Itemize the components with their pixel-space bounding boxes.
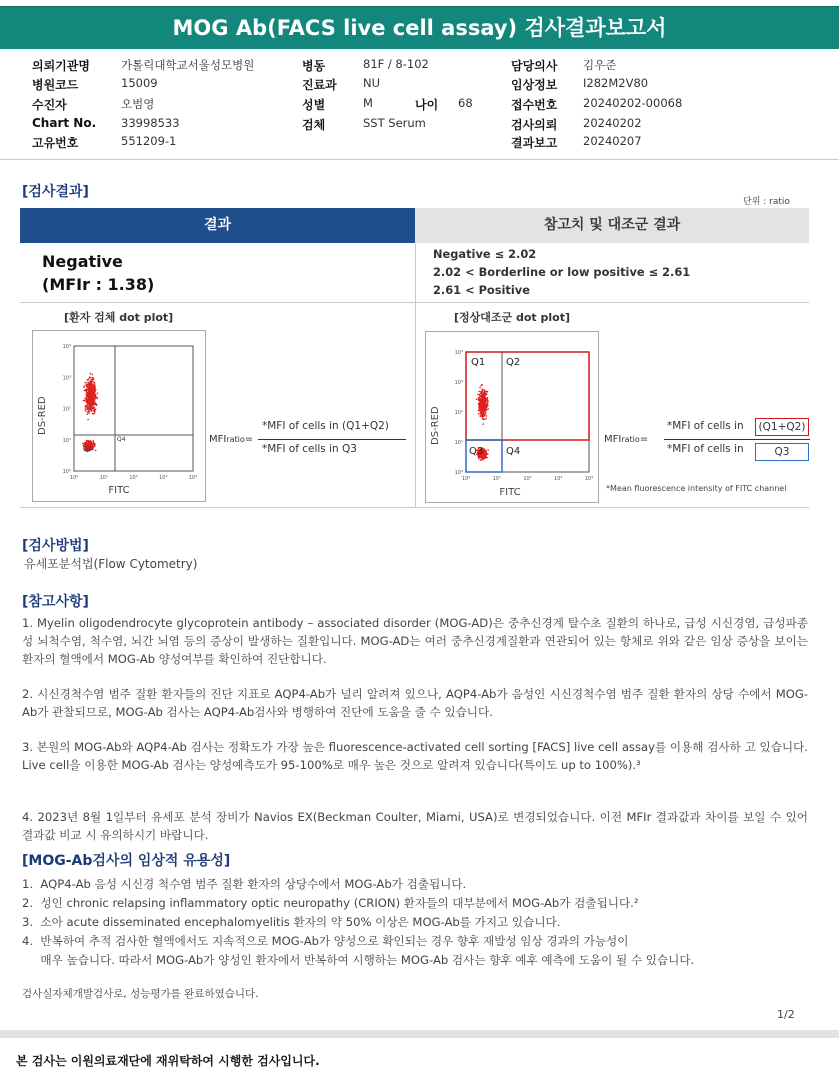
clinical-item-4: 4. 반복하여 추적 검사한 혈액에서도 지속적으로 MOG-Ab가 양성으로 확인되는 경우 향후 재발성 임상 경과의 가능성이 — [22, 934, 629, 948]
patient-dot — [87, 400, 89, 402]
control-dot — [485, 456, 487, 458]
control-dot — [484, 390, 486, 392]
control-dot — [482, 410, 484, 412]
patient-dot — [93, 393, 95, 395]
value-unique-no: 551209-1 — [121, 134, 177, 148]
control-dot — [478, 391, 480, 393]
label-physician: 담당의사 — [511, 59, 558, 73]
control-dot — [479, 415, 481, 417]
patient-dot — [96, 405, 98, 407]
patient-dot — [95, 450, 97, 452]
patient-dot — [88, 392, 90, 394]
patient-dot — [84, 444, 86, 446]
page-number: 1/2 — [777, 1008, 795, 1021]
patient-denominator: *MFI of cells in Q3 — [262, 443, 357, 455]
fitc-footnote: *Mean fluorescence intensity of FITC channel — [606, 484, 787, 493]
control-dot — [485, 408, 487, 410]
patient-y-tick-label: 10⁴ — [62, 344, 71, 350]
control-y-tick-label: 10³ — [454, 380, 463, 386]
control-mfi-sub: ratio — [621, 435, 640, 444]
note-paragraph-3: 3. 본원의 MOG-Ab와 AQP4-Ab 검사는 정확도가 가장 높은 fluorescence-activated cell sorting [FACS] live cell assay를 이용해 검사하 고 있습니다. Live cell을 이용한 MOG-Ab 검사는 양성예측도가 95-100%로 매우 높은 것으로 알려져 있습니다(특이도 up to 100%).³ — [22, 740, 808, 772]
control-dot — [487, 408, 489, 410]
patient-dot — [88, 412, 90, 414]
label-specimen: 검체 — [302, 118, 326, 132]
patient-dot — [87, 386, 89, 388]
patient-dot — [86, 405, 88, 407]
patient-dot — [88, 389, 90, 391]
control-mfi-eq: = — [639, 434, 649, 445]
patient-dot-plot — [32, 330, 206, 502]
control-denominator-prefix: *MFI of cells in — [667, 443, 744, 455]
patient-dot — [92, 409, 94, 411]
patient-mfi-eq: = — [244, 434, 254, 445]
header-info — [0, 0, 839, 160]
patient-y-tick-label: 10⁰ — [62, 469, 71, 475]
patient-dot — [93, 391, 95, 393]
reference-column-header: 참고치 및 대조군 결과 — [415, 208, 809, 243]
control-dot — [478, 413, 480, 415]
patient-x-tick-label: 10³ — [159, 475, 168, 481]
control-dot — [486, 415, 488, 417]
label-chart-no: Chart No. — [32, 116, 97, 130]
control-dot — [487, 453, 489, 455]
patient-dots — [82, 373, 98, 452]
patient-dot — [84, 382, 86, 384]
patient-dot — [89, 404, 91, 406]
patient-x-ticks — [70, 475, 197, 481]
patient-dot — [95, 408, 97, 410]
control-dot — [483, 408, 485, 410]
patient-x-tick-label: 10⁰ — [69, 475, 79, 481]
header-divider — [0, 159, 839, 160]
control-x-ticks — [462, 476, 593, 482]
patient-dot — [94, 383, 96, 385]
patient-dot — [92, 389, 94, 391]
patient-mfi-label — [209, 434, 253, 445]
report-title: MOG Ab(FACS live cell assay) 검사결과보고서 — [0, 6, 839, 49]
control-dot — [485, 418, 487, 420]
patient-dot — [94, 387, 96, 389]
control-dot — [478, 403, 480, 405]
note-paragraph-1: 1. Myelin oligodendrocyte glycoprotein antibody – associated disorder (MOG-AD)은 중추신경계 탈수초 질환의 하나로, 급성 시신경염, 급성파종성 뇌척수염, 척수염, 뇌간 뇌염 등의 증상이 발생하는 질환입니다. MOG-AD는 여러 중추신경계질환과 연관되어 있는 항체로 위와 같은 임상 증상을 보이는 환자의 혈액에서 MOG-Ab 양성여부를 확인하여 진단합니다. — [22, 616, 808, 666]
patient-dot — [84, 400, 86, 402]
patient-dot — [86, 413, 88, 415]
label-department: 진료과 — [302, 78, 337, 92]
patient-dot — [97, 393, 99, 395]
patient-dot — [82, 443, 84, 445]
control-dot — [483, 452, 485, 454]
control-dot — [487, 401, 489, 403]
footer-band — [0, 1030, 839, 1038]
patient-dot — [91, 388, 93, 390]
patient-q4-label: Q4 — [117, 436, 126, 443]
label-sex: 성별 — [302, 98, 326, 112]
control-dot — [487, 400, 489, 402]
control-dot — [482, 415, 484, 417]
label-age: 나이 — [415, 98, 439, 112]
control-dot-plot — [425, 331, 599, 503]
results-section-title: [검사결과] — [22, 184, 89, 200]
control-plot-svg — [426, 332, 598, 502]
patient-dot — [94, 446, 96, 448]
note-paragraph-4: 4. 2023년 8월 1일부터 유세포 분석 장비가 Navios EX(Beckman Coulter, Miami, USA)로 변경되었습니다. 이전 MFIr 결과값과 차이를 보일 수 있어 결과값 비교 시 유의하시기 바랍니다. — [22, 810, 808, 842]
control-dot — [487, 391, 489, 393]
patient-y-tick-label: 10³ — [62, 375, 71, 382]
patient-fraction-bar — [258, 439, 406, 440]
result-value: Negative — [42, 252, 123, 271]
patient-dot — [87, 385, 89, 387]
patient-dot — [90, 373, 92, 375]
patient-dot — [87, 411, 89, 413]
label-unique-no: 고유번호 — [32, 136, 79, 150]
patient-y-tick-label: 10² — [62, 406, 71, 413]
value-receipt-no: 20240202-00068 — [583, 96, 683, 110]
control-dot — [478, 397, 480, 399]
patient-dot — [85, 384, 87, 386]
patient-mfi-sub: ratio — [226, 435, 245, 444]
label-hospital-code: 병원코드 — [32, 78, 79, 92]
patient-dot — [90, 400, 92, 402]
control-q4-label: Q4 — [506, 446, 521, 457]
control-dot — [484, 448, 486, 450]
patient-dot — [94, 382, 96, 384]
clinical-item-1: 1. AQP4-Ab 음성 시신경 척수염 범주 질환 환자의 상당수에서 MOG-Ab가 검출됩니다. — [22, 877, 467, 891]
control-dot — [480, 460, 482, 462]
value-specimen: SST Serum — [363, 116, 426, 130]
control-x-tick-label: 10³ — [554, 476, 563, 482]
patient-y-axis-label: DS-RED — [37, 396, 48, 435]
patient-dot — [87, 419, 89, 421]
patient-dot — [92, 443, 94, 445]
control-dot — [486, 405, 488, 407]
control-dot — [482, 398, 484, 400]
control-dot — [483, 401, 485, 403]
control-dot — [477, 394, 479, 396]
value-department: NU — [363, 76, 381, 90]
result-column-divider — [415, 243, 416, 508]
clinical-item-4-cont: 매우 높습니다. 따라서 MOG-Ab가 양성인 환자에서 반복하여 시행하는 MOG-Ab 검사는 향후 예후 예측에 도움이 될 수 있습니다. — [22, 953, 695, 967]
patient-dot — [87, 397, 89, 399]
note-paragraph-2: 2. 시신경척수염 범주 질환 환자들의 진단 지표로 AQP4-Ab가 널리 알려져 있으나, AQP4-Ab가 음성인 시신경척수염 범주 질환 환자의 상당 수에서 MOG-Ab가 관찰되므로, MOG-Ab 검사는 AQP4-Ab검사와 병행하여 진단에 도움을 줄 수 있습니다. — [22, 687, 808, 719]
patient-x-tick-label: 10² — [129, 475, 138, 481]
value-sex: M — [363, 96, 373, 110]
patient-dot — [88, 402, 90, 404]
control-dot — [484, 399, 486, 401]
reference-negative: Negative ≤ 2.02 — [433, 247, 537, 261]
patient-dot — [86, 394, 88, 396]
patient-dot — [86, 390, 88, 392]
patient-q3-label: Q3 — [83, 446, 92, 453]
patient-dot — [92, 399, 94, 401]
patient-dot — [84, 442, 86, 444]
patient-dot — [91, 449, 93, 451]
control-dot — [480, 393, 482, 395]
patient-dot — [93, 446, 95, 448]
patient-dot — [86, 443, 88, 445]
control-dot — [479, 407, 481, 409]
patient-dot — [94, 443, 96, 445]
patient-dot — [90, 394, 92, 396]
clinical-item-3: 3. 소아 acute disseminated encephalomyelitis 환자의 약 50% 이상은 MOG-Ab를 가지고 있습니다. — [22, 915, 561, 929]
patient-x-tick-label: 10⁴ — [188, 475, 198, 481]
patient-dot — [85, 406, 87, 408]
control-dot — [478, 409, 480, 411]
control-dot — [482, 397, 484, 399]
patient-dot — [91, 379, 93, 381]
control-x-axis-label: FITC — [499, 487, 521, 498]
value-hospital-code: 15009 — [121, 76, 158, 90]
control-dot — [480, 412, 482, 414]
control-dot — [481, 392, 483, 394]
control-y-ticks — [455, 350, 463, 476]
patient-plot-svg — [33, 331, 205, 501]
control-numerator-box: (Q1+Q2) — [755, 418, 809, 436]
control-q1-label: Q1 — [471, 357, 486, 368]
control-fraction-bar — [664, 439, 810, 440]
value-ward: 81F / 8-102 — [363, 57, 429, 71]
result-table-bottom — [20, 507, 809, 508]
value-chart-no: 33998533 — [121, 116, 180, 130]
patient-y-tick-label: 10¹ — [62, 437, 71, 444]
patient-dot — [91, 401, 93, 403]
patient-dot — [86, 388, 88, 390]
patient-dot — [93, 413, 95, 415]
patient-x-tick-label: 10¹ — [99, 475, 108, 481]
label-patient: 수진자 — [32, 98, 67, 112]
value-clinical-info: I282M2V80 — [583, 76, 649, 90]
control-dot — [479, 405, 481, 407]
control-dot — [486, 393, 488, 395]
control-x-tick-label: 10⁴ — [584, 476, 594, 482]
patient-dot — [92, 406, 94, 408]
control-y-tick-label: 10⁰ — [454, 470, 463, 476]
control-dot — [476, 398, 478, 400]
control-dot — [483, 393, 485, 395]
patient-dot — [95, 398, 97, 400]
patient-dot — [91, 390, 93, 392]
validation-note: 검사실자체개발검사로, 성능평가를 완료하였습니다. — [22, 988, 259, 1000]
control-y-tick-label: 10² — [454, 410, 463, 416]
control-dot — [487, 449, 489, 451]
control-plot-label: [정상대조군 dot plot] — [454, 311, 570, 324]
patient-dot — [87, 443, 89, 445]
patient-dot — [91, 381, 93, 383]
control-dot — [481, 389, 483, 391]
patient-dot — [93, 377, 95, 379]
patient-dot — [92, 441, 94, 443]
patient-dot — [91, 397, 93, 399]
control-dot — [483, 405, 485, 407]
control-denominator-box: Q3 — [755, 443, 809, 461]
patient-x-axis-label: FITC — [108, 485, 130, 496]
patient-dot — [92, 379, 94, 381]
label-ward: 병동 — [302, 59, 326, 73]
patient-dot — [96, 397, 98, 399]
patient-dot — [94, 386, 96, 388]
control-dot — [483, 412, 485, 414]
patient-numerator: *MFI of cells in (Q1+Q2) — [262, 420, 389, 432]
label-clinical-info: 임상정보 — [511, 78, 558, 92]
control-dot — [482, 407, 484, 409]
control-x-tick-label: 10⁰ — [461, 476, 471, 482]
patient-dot — [85, 410, 87, 412]
value-physician: 김우준 — [583, 58, 617, 72]
label-test-request: 검사의뢰 — [511, 118, 558, 132]
clinical-item-2: 2. 성인 chronic relapsing inflammatory optic neuropathy (CRION) 환자들의 대부분에서 MOG-Ab가 검출됩니다.² — [22, 896, 639, 910]
patient-dot — [92, 404, 94, 406]
value-requesting-institution: 가톨릭대학교서울성모병원 — [121, 58, 255, 72]
unit-label: 단위 : ratio — [743, 197, 790, 207]
patient-dot — [84, 398, 86, 400]
control-dot — [480, 405, 482, 407]
control-dot — [481, 396, 483, 398]
patient-dot — [95, 394, 97, 396]
label-requesting-institution: 의뢰기관명 — [32, 59, 90, 73]
control-dot — [482, 401, 484, 403]
patient-dot — [90, 396, 92, 398]
control-dot — [481, 384, 483, 386]
result-mfi: (MFIr : 1.38) — [42, 275, 155, 294]
control-dot — [480, 399, 482, 401]
method-section-title: [검사방법] — [22, 538, 89, 554]
patient-dot — [84, 385, 86, 387]
patient-dot — [85, 408, 87, 410]
label-result-report: 결과보고 — [511, 136, 558, 150]
method-text: 유세포분석법(Flow Cytometry) — [24, 557, 198, 571]
value-patient: 오범영 — [121, 97, 155, 111]
label-receipt-no: 접수번호 — [511, 98, 558, 112]
patient-dot — [87, 440, 89, 442]
patient-mfi-text: MFI — [209, 434, 227, 445]
notes-section-title: [참고사항] — [22, 594, 89, 610]
control-dot — [482, 459, 484, 461]
control-dot — [484, 413, 486, 415]
control-mfi-text: MFI — [604, 434, 622, 445]
control-dot — [486, 457, 488, 459]
value-test-request: 20240202 — [583, 116, 642, 130]
patient-plot-label: [환자 검체 dot plot] — [64, 311, 174, 324]
control-dot — [478, 458, 480, 460]
control-numerator-prefix: *MFI of cells in — [667, 420, 744, 432]
result-column-header: 결과 — [20, 208, 415, 243]
control-y-tick-label: 10⁴ — [454, 350, 463, 356]
control-dot — [484, 411, 486, 413]
patient-dot — [91, 385, 93, 387]
patient-dot — [87, 404, 89, 406]
clinical-section-title: [MOG-Ab검사의 임상적 유용성] — [22, 853, 231, 869]
patient-dot — [89, 376, 91, 378]
patient-dot — [88, 387, 90, 389]
control-mfi-label — [604, 434, 648, 445]
patient-dot — [90, 406, 92, 408]
patient-dot — [89, 408, 91, 410]
patient-dot — [84, 390, 86, 392]
control-y-axis-label: DS-RED — [430, 406, 441, 445]
control-x-tick-label: 10¹ — [492, 476, 501, 482]
control-dot — [479, 387, 481, 389]
patient-y-ticks — [63, 344, 71, 475]
reference-borderline: 2.02 < Borderline or low positive ≤ 2.61 — [433, 265, 691, 279]
footer-notice: 본 검사는 이원의료재단에 재위탁하여 시행한 검사입니다. — [16, 1054, 320, 1068]
control-dot — [480, 404, 482, 406]
patient-dot — [86, 379, 88, 381]
control-dot — [483, 419, 485, 421]
patient-dot — [92, 374, 94, 376]
control-q2-label: Q2 — [506, 357, 521, 368]
control-dot — [482, 423, 484, 425]
control-x-tick-label: 10² — [523, 476, 532, 482]
control-q3-label: Q3 — [469, 446, 484, 457]
control-y-tick-label: 10¹ — [454, 440, 463, 446]
patient-dot — [94, 404, 96, 406]
value-age: 68 — [458, 96, 473, 110]
patient-dot — [88, 410, 90, 412]
patient-dot — [90, 409, 92, 411]
value-result-report: 20240207 — [583, 134, 642, 148]
patient-dot — [86, 440, 88, 442]
patient-dot — [94, 389, 96, 391]
reference-positive: 2.61 < Positive — [433, 283, 530, 297]
